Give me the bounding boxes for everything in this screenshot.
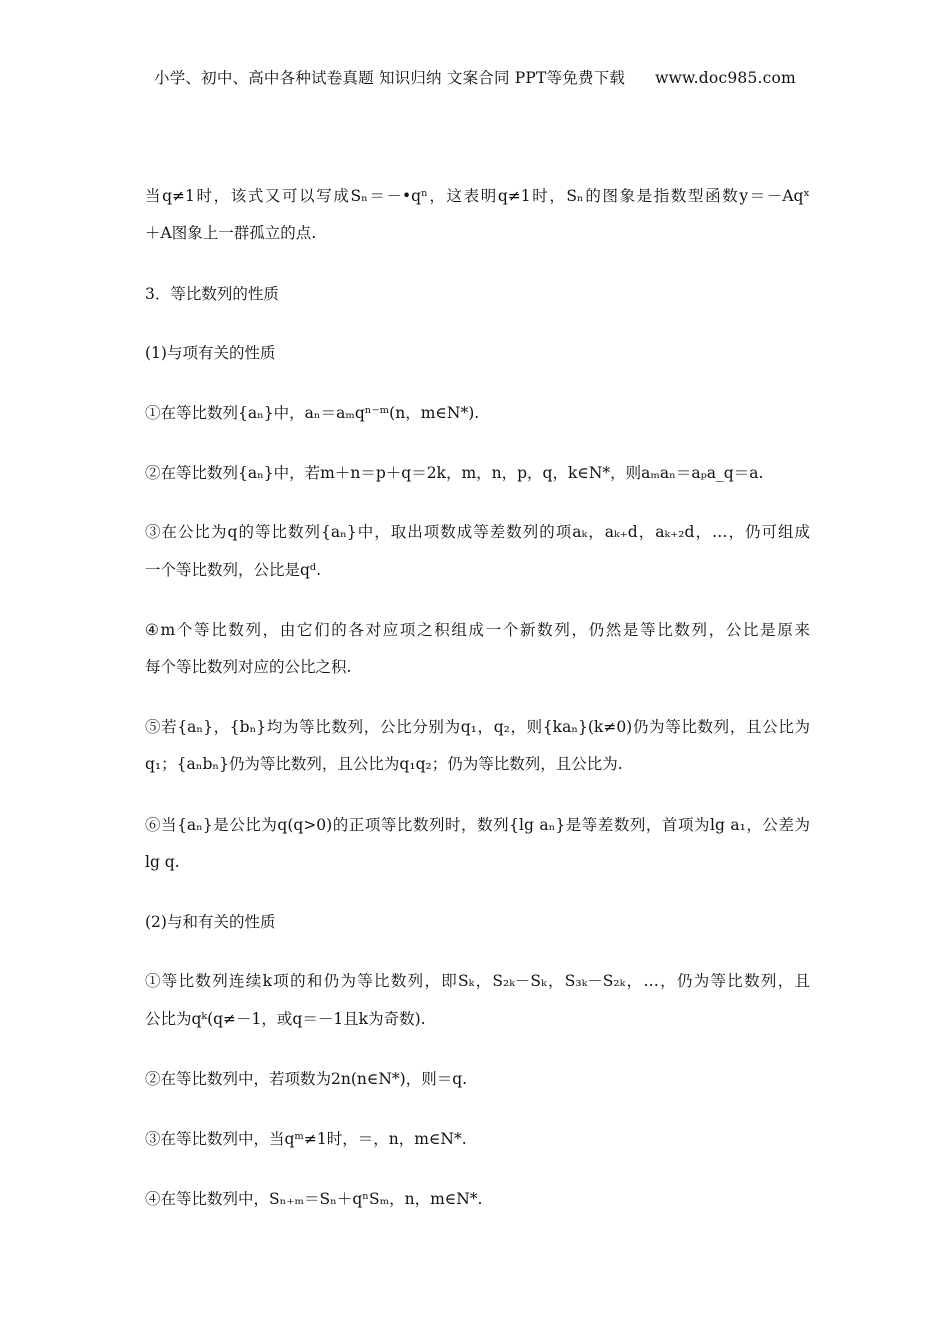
property-item-4-line-2: 每个等比数列对应的公比之积. <box>145 658 352 676</box>
header-text: 小学、初中、高中各种试卷真题 知识归纳 文案合同 PPT等免费下载 <box>154 69 626 87</box>
property-item-6-line-1: ⑥当{aₙ}是公比为q(q>0)的正项等比数列时，数列{lg aₙ}是等差数列，首项为lg a₁，公差为 <box>145 816 810 834</box>
property-item-3-line-2: 一个等比数列，公比是qᵈ. <box>145 561 322 579</box>
property-item-2: ②在等比数列{aₙ}中，若m＋n＝p＋q＝2k，m，n，p，q，k∈N*，则aₘaₙ＝aₚa_q＝a. <box>145 464 764 482</box>
header-site-link[interactable]: www.doc985.com <box>655 69 796 87</box>
subsection-heading-1: (1)与项有关的性质 <box>145 344 276 362</box>
text-line-1: 当q≠1时，该式又可以写成Sₙ＝－•qⁿ，这表明q≠1时，Sₙ的图象是指数型函数y＝－Aqˣ <box>145 187 810 205</box>
sum-property-4: ④在等比数列中，Sₙ₊ₘ＝Sₙ＋qⁿSₘ，n，m∈N*. <box>145 1190 483 1208</box>
property-item-1: ①在等比数列{aₙ}中，aₙ＝aₘqⁿ⁻ᵐ(n，m∈N*). <box>145 404 480 422</box>
text-line-2: ＋A图象上一群孤立的点. <box>145 224 317 242</box>
sum-property-1-line-1: ①等比数列连续k项的和仍为等比数列，即Sₖ，S₂ₖ－Sₖ，S₃ₖ－S₂ₖ，…，仍为等比数列，且 <box>145 972 810 990</box>
sum-property-2: ②在等比数列中，若项数为2n(n∈N*)，则＝q. <box>145 1070 468 1088</box>
section-heading-3: 3．等比数列的性质 <box>145 285 279 303</box>
sum-property-1-line-2: 公比为qᵏ(q≠－1，或q＝－1且k为奇数). <box>145 1010 426 1028</box>
subsection-heading-2: (2)与和有关的性质 <box>145 913 276 931</box>
property-item-3-line-1: ③在公比为q的等比数列{aₙ}中，取出项数成等差数列的项aₖ，aₖ₊d，aₖ₊₂d，…，仍可组成 <box>145 523 810 541</box>
page-header <box>0 66 950 88</box>
property-item-5-line-2: q₁；{aₙbₙ}仍为等比数列，且公比为q₁q₂；仍为等比数列，且公比为. <box>145 755 623 773</box>
property-item-6-line-2: lg q. <box>145 853 180 871</box>
sum-property-3: ③在等比数列中，当qᵐ≠1时，＝，n，m∈N*. <box>145 1130 467 1148</box>
property-item-5-line-1: ⑤若{aₙ}，{bₙ}均为等比数列，公比分别为q₁，q₂，则{kaₙ}(k≠0)仍为等比数列，且公比为 <box>145 718 810 736</box>
property-item-4-line-1: ④m个等比数列，由它们的各对应项之积组成一个新数列，仍然是等比数列，公比是原来 <box>145 621 810 639</box>
